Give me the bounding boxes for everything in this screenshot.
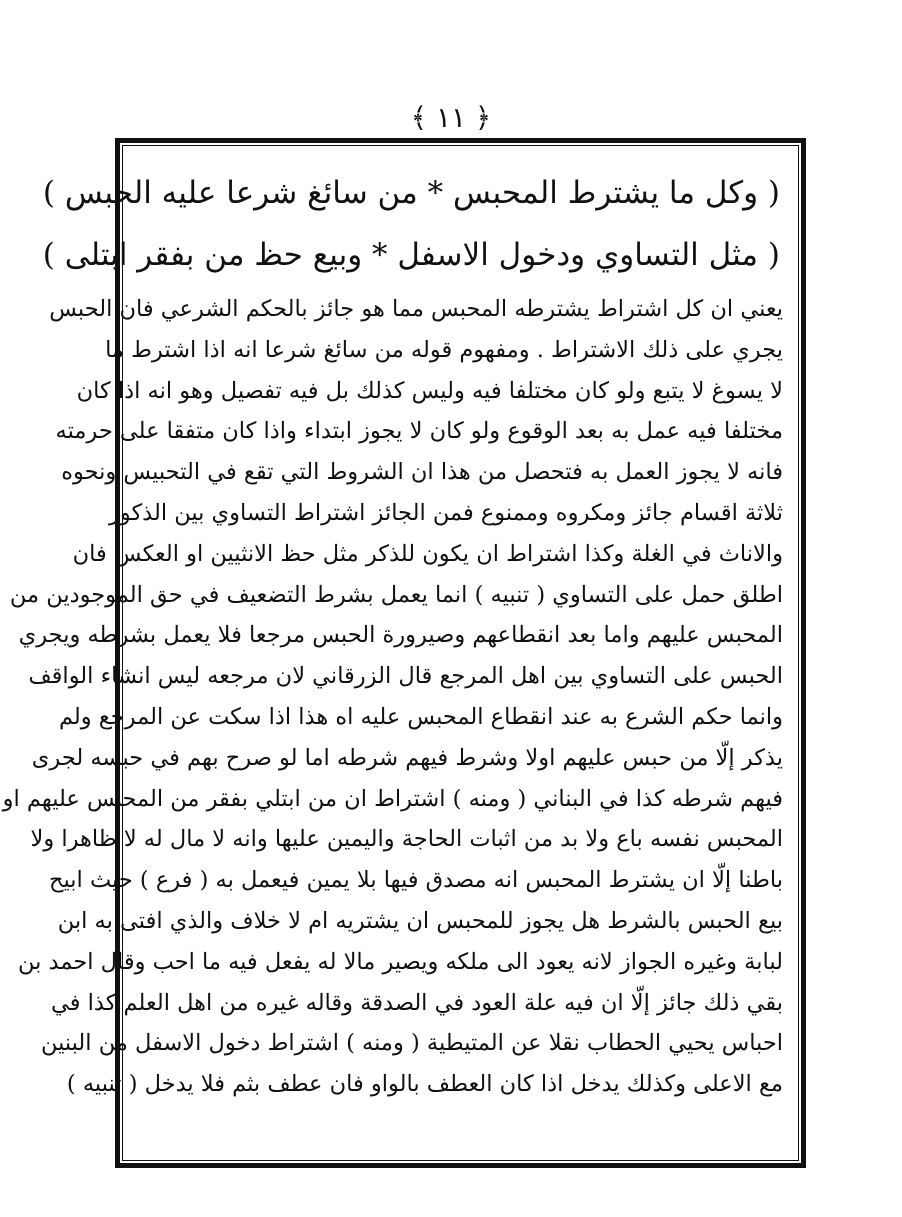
body-line: فانه لا يجوز العمل به فتحصل من هذا ان الشروط التي تقع في التحبيس ونحوه: [61, 459, 783, 486]
body-line: مختلفا فيه عمل به بعد الوقوع ولو كان لا يجوز ابتداء واذا كان متفقا على حرمته: [55, 418, 783, 445]
verse-line-1: ( وكل ما يشترط المحبس * من سائغ شرعا عليه الحبس ): [42, 175, 780, 211]
body-line: بيع الحبس بالشرط هل يجوز للمحبس ان يشتريه ام لا خلاف والذي افتى به ابن: [57, 908, 783, 934]
body-line: يجري على ذلك الاشتراط . ومفهوم قوله من سائغ شرعا انه اذا اشترط ما: [105, 336, 783, 363]
body-line: لا يسوغ لا يتبع ولو كان مختلفا فيه وليس كذلك بل فيه تفصيل وهو انه اذا كان: [76, 377, 783, 404]
body-line: اطلق حمل على التساوي ( تنبيه ) انما يعمل بشرط التضعيف في حق الموجودين من: [9, 581, 783, 608]
body-line: يعني ان كل اشتراط يشترطه المحبس مما هو جائز بالحكم الشرعي فان الحبس: [49, 296, 783, 322]
body-line: فيهم شرطه كذا في البناني ( ومنه ) اشتراط ان من ابتلي بفقر من المحبس عليهم او: [2, 785, 783, 812]
body-line: والاناث في الغلة وكذا اشتراط ان يكون للذكر مثل حظ الانثيين او العكس فان: [72, 540, 783, 567]
body-line: المحبس عليهم واما بعد انقطاعهم وصيرورة الحبس مرجعا فلا يعمل بشرطه ويجري: [18, 622, 783, 649]
body-line: الحبس على التساوي بين اهل المرجع قال الزرقاني لان مرجعه ليس انشاء الواقف: [28, 663, 783, 690]
body-line: يذكر إلّا من حبس عليهم اولا وشرط فيهم شرطه اما لو صرح بهم في حبسه لجرى: [31, 744, 783, 771]
body-line: وانما حكم الشرع به عند انقطاع المحبس عليه اه هذا اذا سكت عن المرجع ولم: [58, 704, 783, 730]
body-line: ثلاثة اقسام جائز ومكروه وممنوع فمن الجائز اشتراط التساوي بين الذكور: [108, 500, 783, 526]
body-line: باطنا إلّا ان يشترط المحبس انه مصدق فيها بلا يمين فيعمل به ( فرع ) حيث ابيح: [48, 867, 783, 894]
body-line: المحبس نفسه باع ولا بد من اثبات الحاجة واليمين عليها وانه لا مال له لا ظاهرا ولا: [30, 826, 783, 853]
body-line: بقي ذلك جائز إلّا ان فيه علة العود في الصدقة وقاله غيره من اهل العلم كذا في: [50, 989, 783, 1016]
verse-line-2: ( مثل التساوي ودخول الاسفل * وبيع حظ من بفقر ابتلى ): [42, 237, 780, 273]
body-line: مع الاعلى وكذلك يدخل اذا كان العطف بالواو فان عطف بثم فلا يدخل ( تنبيه ): [66, 1071, 783, 1098]
body-line: احباس يحيي الحطاب نقلا عن المتيطية ( ومنه ) اشتراط دخول الاسفل من البنين: [40, 1030, 783, 1057]
body-line: لبابة وغيره الجواز لانه يعود الى ملكه ويصير مالا له يفعل فيه ما احب وقال احمد بن: [17, 948, 783, 975]
page-number: ﴿ ١١ ﴾: [410, 101, 492, 134]
